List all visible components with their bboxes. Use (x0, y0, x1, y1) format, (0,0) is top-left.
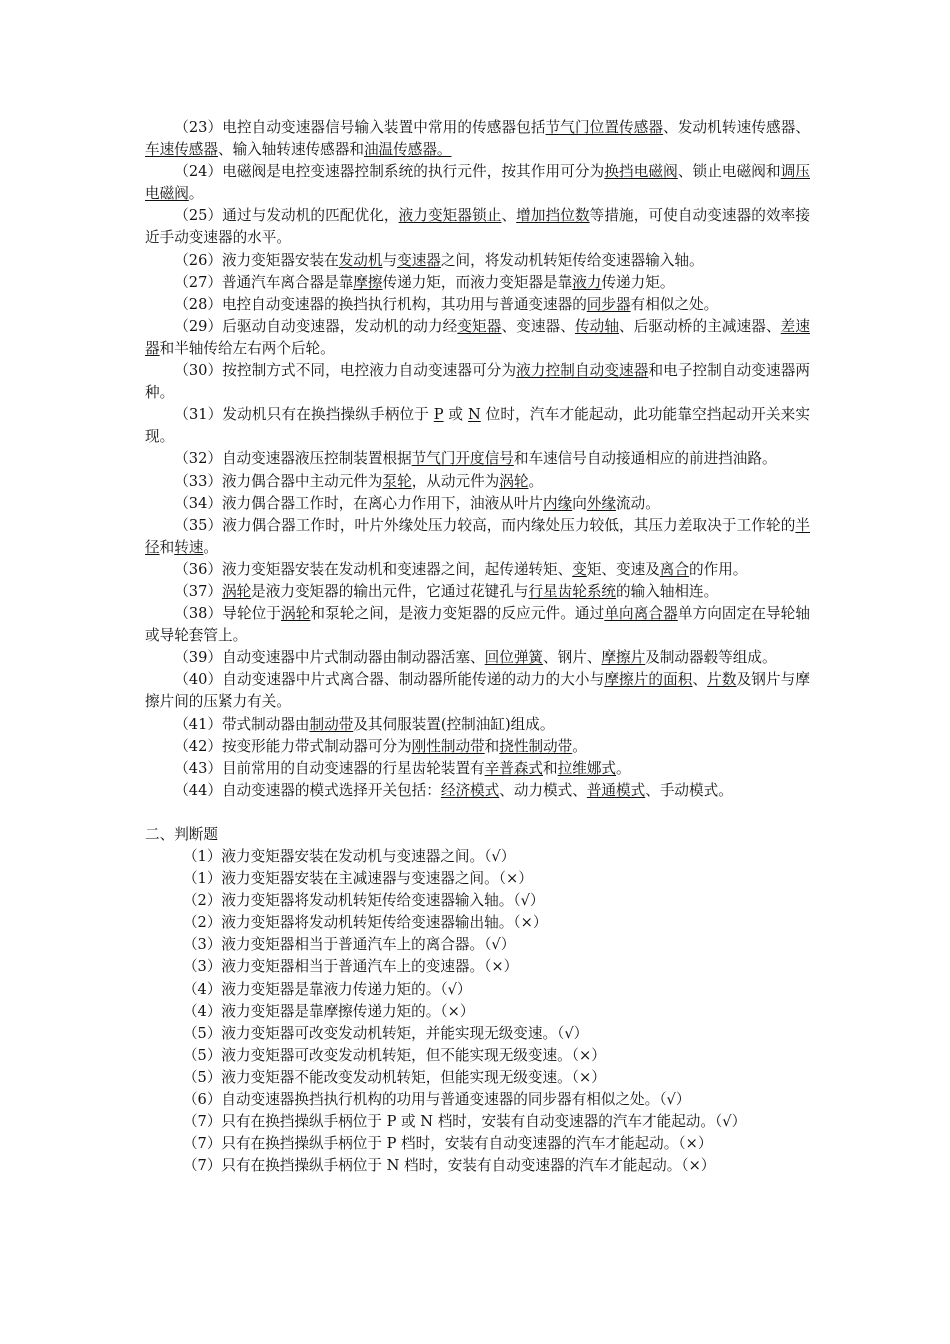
question-text: 和泵轮之间，是液力变矩器的反应元件。通过 (310, 605, 605, 623)
question-text: （44）自动变速器的模式选择开关包括： (174, 781, 441, 799)
question-text: 的作用。 (689, 560, 748, 578)
answer-blank: 差速器 (145, 317, 810, 357)
question-text: 和电子控制自动变速器两种。 (145, 362, 810, 402)
question-text: （36）液力变矩器安装在发动机和变速器之间，起传递转矩、 (174, 560, 573, 578)
answer-blank: 同步器 (586, 295, 631, 313)
question-text: 、手动模式。 (645, 781, 733, 799)
answer-blank: P (433, 406, 444, 424)
answer-blank: 半径 (145, 516, 810, 556)
fill-in-question (145, 603, 810, 647)
question-text: （34）液力偶合器工作时，在离心力作用下，油液从叶片 (174, 494, 544, 512)
fill-in-question-list (145, 117, 810, 802)
answer-blank: 刚性制动带 (411, 737, 485, 755)
question-text: （24）电磁阀是电控变速器控制系统的执行元件，按其作用可分为 (174, 163, 605, 181)
answer-blank: 液力控制自动变速器 (516, 362, 649, 380)
judgment-question: （7）只有在换挡操纵手柄位于 P 档时，安装有自动变速器的汽车才能起动。（×） (182, 1135, 713, 1153)
fill-in-question (145, 647, 810, 669)
judgment-question: （3）液力变矩器相当于普通汽车上的变速器。（×） (182, 958, 519, 976)
question-text: 和车速信号自动接通相应的前进挡油路。 (513, 450, 777, 468)
question-text: 或 (443, 406, 468, 424)
question-text: （30）按控制方式不同，电控液力自动变速器可分为 (174, 362, 517, 380)
question-text: 和 (543, 759, 558, 777)
judgment-question: （2）液力变矩器将发动机转矩传给变速器输出轴。（×） (182, 914, 548, 932)
answer-blank: 摩擦 (353, 273, 383, 291)
judgment-question: （4）液力变矩器是靠液力传递力矩的。（√） (182, 980, 472, 998)
answer-blank: 发动机 (338, 251, 383, 269)
fill-in-question (145, 404, 810, 448)
judgment-question: （1）液力变矩器安装在主减速器与变速器之间。（×） (182, 870, 533, 888)
answer-blank: 挠性制动带 (499, 737, 573, 755)
answer-blank: 行星齿轮系统 (528, 582, 617, 600)
answer-blank: 制动带 (309, 715, 354, 733)
answer-blank: 变速器 (397, 251, 441, 269)
answer-blank: 摩擦片 (601, 649, 646, 667)
fill-in-question (145, 272, 810, 294)
answer-blank: 节气门位置传感器 (545, 119, 664, 136)
answer-blank: 传动轴 (574, 317, 620, 335)
fill-in-question (145, 117, 810, 161)
fill-in-question (145, 669, 810, 713)
question-text: （27）普通汽车离合器是靠 (174, 273, 354, 291)
question-text: 传递力矩。 (601, 273, 675, 291)
question-text: 等措施，可使自动变速器的效率接近手动变速器的水平。 (145, 207, 810, 247)
question-text: 之间，将发动机转矩传给变速器输入轴。 (440, 251, 704, 269)
question-text: 及制动器毂等组成。 (645, 649, 777, 667)
fill-in-question (145, 493, 810, 515)
fill-in-question (145, 205, 810, 249)
question-text: 、后驱动桥的主减速器、 (619, 317, 781, 335)
judgment-question: （5）液力变矩器不能改变发动机转矩，但能实现无级变速。（×） (182, 1068, 606, 1086)
judgment-question: （1）液力变矩器安装在发动机与变速器之间。（√） (182, 848, 516, 865)
judgment-question: （7）只有在换挡操纵手柄位于 N 档时，安装有自动变速器的汽车才能起动。（×） (182, 1157, 716, 1175)
question-text: （31）发动机只有在换挡操纵手柄位于 (174, 406, 434, 424)
judgment-question: （4）液力变矩器是靠摩擦传递力矩的。（×） (182, 1002, 475, 1020)
question-text: 。 (528, 472, 544, 490)
question-text: 。 (572, 737, 587, 755)
answer-blank: 单向离合器 (604, 605, 678, 623)
question-text: ，从动元件为 (411, 472, 500, 490)
question-text: （29）后驱动自动变速器，发动机的动力经 (174, 317, 458, 335)
question-text: 、变速器、 (501, 317, 575, 335)
question-text: （38）导轮位于 (174, 605, 282, 623)
question-text: 和半轴传给左右两个后轮。 (159, 339, 335, 357)
answer-blank: 涡轮 (221, 582, 252, 600)
question-text: （37） (174, 582, 222, 600)
fill-in-question (145, 736, 810, 758)
question-text: 、 (501, 207, 517, 225)
fill-in-question (145, 581, 810, 603)
question-text: 及钢片与摩擦片间的压紧力有关。 (145, 671, 810, 711)
question-text: 有相似之处。 (630, 295, 719, 313)
fill-in-question (145, 780, 810, 802)
answer-blank: 车速传感器 (145, 141, 218, 159)
fill-in-question (145, 471, 810, 493)
judgment-question: （5）液力变矩器可改变发动机转矩，并能实现无级变速。（√） (182, 1024, 589, 1042)
fill-in-question (145, 448, 810, 470)
answer-blank: 拉维娜式 (557, 759, 617, 777)
answer-blank: 变 (572, 560, 587, 578)
answer-blank: 节气门开度信号 (411, 450, 514, 468)
answer-blank: 回位弹簧 (484, 649, 544, 667)
question-text: （43）目前常用的自动变速器的行星齿轮装置有 (174, 759, 485, 777)
question-text: 、发动机转速传感器、 (663, 119, 810, 136)
judgment-question: （3）液力变矩器相当于普通汽车上的离合器。（√） (182, 936, 516, 954)
answer-blank: 增加挡位数 (516, 207, 590, 225)
fill-in-question (145, 559, 810, 581)
question-text: 、钢片、 (543, 649, 602, 667)
question-text: （32）自动变速器液压控制装置根据 (174, 450, 412, 468)
answer-blank: 换挡电磁阀 (604, 163, 678, 181)
question-text: 和 (159, 538, 175, 556)
question-text: 位时，汽车才能起动，此功能靠空挡起动开关来实现。 (145, 406, 810, 446)
fill-in-question (145, 294, 810, 316)
question-text: 及其伺服装置(控制油缸)组成。 (353, 715, 555, 733)
answer-blank: 泵轮 (382, 472, 412, 490)
judgment-question: （5）液力变矩器可改变发动机转矩，但不能实现无级变速。（×） (182, 1046, 606, 1064)
answer-blank: 片数 (707, 671, 737, 689)
question-text: 。 (616, 759, 631, 777)
answer-blank: N (467, 406, 481, 424)
answer-blank: 外缘 (586, 494, 617, 512)
answer-blank: 液力 (572, 273, 602, 291)
question-text: 流动。 (616, 494, 660, 512)
question-text: 、锁止电磁阀和 (677, 163, 781, 181)
question-text: 。 (203, 538, 219, 556)
section-heading-judgment: 二、判断题 (145, 825, 218, 843)
question-text: （41）带式制动器由 (174, 715, 310, 733)
question-text: 矩、变速及 (586, 560, 660, 578)
judgment-question: （6）自动变速器换挡执行机构的功用与普通变速器的同步器有相似之处。（√） (182, 1091, 691, 1109)
answer-blank: 经济模式 (440, 781, 500, 799)
answer-blank: 离合 (659, 560, 689, 578)
fill-in-question (145, 714, 810, 736)
question-text: 、动力模式、 (499, 781, 587, 799)
answer-blank: 摩擦片的面积 (604, 671, 693, 689)
answer-blank: 液力变矩器锁止 (398, 207, 502, 225)
question-text: 和 (484, 737, 500, 755)
answer-blank: 涡轮 (281, 605, 311, 623)
answer-blank: 内缘 (543, 494, 573, 512)
question-text: 传递力矩，而液力变矩器是靠 (382, 273, 573, 291)
question-text: （25）通过与发动机的匹配优化， (174, 207, 399, 225)
question-text: （35）液力偶合器工作时，叶片外缘处压力较高，而内缘处压力较低，其压力差取决于工作轮的 (174, 516, 796, 534)
question-text: （23）电控自动变速器信号输入装置中常用的传感器包括 (174, 119, 546, 136)
fill-in-question (145, 161, 810, 205)
answer-blank: 调压电磁阀 (145, 163, 810, 203)
question-text: 向 (572, 494, 587, 512)
question-text: （40）自动变速器中片式离合器、制动器所能传递的动力的大小与 (174, 671, 605, 689)
answer-blank: 转速 (174, 538, 204, 556)
question-text: 与 (382, 251, 398, 269)
document-content (145, 117, 810, 1177)
answer-blank: 变矩器 (457, 317, 502, 335)
fill-in-question (145, 515, 810, 559)
fill-in-question (145, 758, 810, 780)
question-text: 的输入轴相连。 (616, 582, 719, 600)
question-text: （28）电控自动变速器的换挡执行机构，其功用与普通变速器的 (174, 295, 587, 313)
answer-blank: 涡轮 (499, 472, 529, 490)
fill-in-question (145, 360, 810, 404)
question-text: 、 (692, 671, 708, 689)
judgment-question: （2）液力变矩器将发动机转矩传给变速器输入轴。（√） (182, 892, 545, 910)
answer-blank: 辛普森式 (484, 759, 544, 777)
question-text: （33）液力偶合器中主动元件为 (174, 472, 383, 490)
question-text: 单方向固定在导轮轴或导轮套管上。 (145, 605, 810, 645)
question-text: （26）液力变矩器安装在 (174, 251, 339, 269)
question-text: 是液力变矩器的输出元件，它通过花键孔与 (251, 582, 529, 600)
question-text: 、输入轴转速传感器和 (217, 141, 364, 159)
question-text: （39）自动变速器中片式制动器由制动器活塞、 (174, 649, 485, 667)
judgment-question: （7）只有在换挡操纵手柄位于 P 或 N 档时，安装有自动变速器的汽车才能起动。（√） (182, 1113, 747, 1131)
answer-blank: 油温传感器。 (363, 141, 452, 159)
fill-in-question (145, 250, 810, 272)
answer-blank: 普通模式 (586, 781, 646, 799)
fill-in-question (145, 316, 810, 360)
question-text: 。 (188, 185, 204, 203)
question-text: （42）按变形能力带式制动器可分为 (174, 737, 412, 755)
judgment-question-list (145, 846, 810, 1177)
